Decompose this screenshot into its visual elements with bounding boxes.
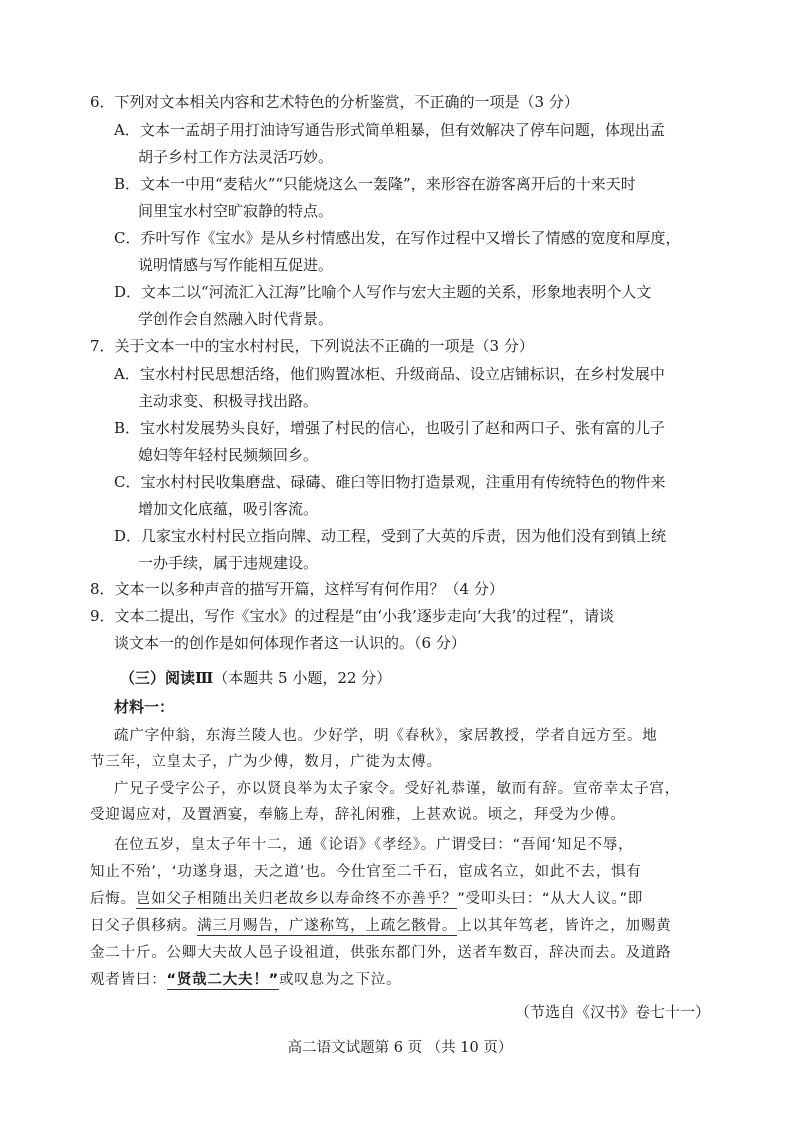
q6-stem: 6．下列对文本相关内容和艺术特色的分析鉴赏，不正确的一项是（3 分）	[90, 93, 579, 111]
q6-option-b: B．文本一中用“麦秸火”“只能烧这么一轰隆”，来形容在游客离开后的十来天时	[114, 175, 636, 193]
p3-line6-post: 或叹息为之下泣。	[278, 972, 402, 988]
p3-line3-post: ”受叩头曰：“从大人议。”即	[457, 891, 644, 907]
q7-option-a: A．宝水村村民思想活络，他们购置冰柜、升级商品、设立店铺标识，在乡村发展中	[114, 365, 665, 383]
translation-sentence-underlined: 岂如父子相随出关归老故乡以寿命终不亦善乎？	[135, 891, 458, 907]
q6-option-a: A．文本一孟胡子用打油诗写通告形式简单粗暴，但有效解决了停车问题，体现出孟	[114, 121, 665, 139]
q8-stem: 8．文本一以多种声音的描写开篇，这样写有何作用？（4 分）	[90, 580, 504, 598]
q9-stem-cont: 谈文本一的创作是如何体现作者这一认识的。（6 分）	[114, 634, 466, 652]
q7-option-b-cont: 媳妇等年轻村民频频回乡。	[138, 446, 319, 464]
section-subtitle: （本题共 5 小题，22 分）	[213, 669, 392, 687]
material-p3-line4	[90, 915, 671, 937]
material-p3-line3	[90, 888, 643, 910]
material-source: （节选自《汉书》卷七十一）	[514, 1003, 710, 1021]
material-p3-line6	[90, 969, 401, 991]
q7-stem: 7．关于文本一中的宝水村村民，下列说法不正确的一项是（3 分）	[90, 337, 534, 355]
material-p2-line1: 广兄子受字公子，亦以贤良举为太子家令。受好礼恭谨，敏而有辞。宣帝幸太子宫，	[114, 781, 681, 797]
analysis-sentence-underlined: 满三月赐告，广遂称笃，上疏乞骸骨。	[197, 918, 458, 934]
q6-option-b-cont: 间里宝水村空旷寂静的特点。	[138, 202, 334, 220]
material-label: 材料一：	[114, 698, 175, 716]
material-p3-line5: 金二十斤。公卿大夫故人邑子设祖道，供张东都门外，送者车数百，辞决而去。及道路	[90, 945, 672, 961]
p3-line4-post: 上以其年笃老，皆许之，加赐黄	[457, 918, 672, 934]
material-p1-line2: 节三年，立皇太子，广为少傅，数月，广徙为太傅。	[90, 754, 442, 770]
material-p3-line2: 知止不殆’，‘功遂身退，天之道’也。今仕官至二千石，宦成名立，如此不去，惧有	[90, 864, 642, 880]
q6-option-c-cont: 说明情感与写作能相互促进。	[138, 256, 334, 274]
q6-option-a-cont: 胡子乡村工作方法灵活巧妙。	[138, 148, 334, 166]
material-p3-line1: 在位五岁，皇太子年十二，通《论语》《孝经》。广谓受曰：“吾闻‘知足不辱，	[114, 837, 634, 853]
q7-option-d: D．几家宝水村村民立指向牌、动工程，受到了大英的斥责，因为他们没有到镇上统	[114, 527, 667, 545]
p3-line4-pre: 日父子俱移病。	[90, 918, 198, 934]
q7-option-c: C．宝水村村民收集磨盘、碌碡、碓臼等旧物打造景观，注重用有传统特色的物件来	[114, 473, 666, 491]
p3-line6-pre: 观者皆曰：	[90, 972, 167, 988]
q7-option-c-cont: 增加文化底蕴，吸引客流。	[138, 500, 319, 518]
q6-option-d: D．文本二以“河流汇入江海”比喻个人写作与宏大主题的关系，形象地表明个人文	[114, 283, 652, 301]
page-footer: 高二语文试题第 6 页 （共 10 页）	[287, 1040, 513, 1056]
q7-option-a-cont: 主动求变、积极寻找出路。	[138, 392, 319, 410]
q7-option-d-cont: 一办手续，属于违规建设。	[138, 554, 319, 572]
q9-stem: 9．文本二提出，写作《宝水》的过程是“由‘小我’逐步走向‘大我’的过程”，请谈	[90, 607, 614, 625]
material-p2-line2: 受迎谒应对，及置酒宴，奉觞上寿，辞礼闲雅，上甚欢说。顷之，拜受为少傅。	[90, 807, 626, 823]
material-p1-line1: 疏广字仲翁，东海兰陵人也。少好学，明《春秋》，家居教授，学者自远方至。地	[114, 728, 658, 744]
q7-option-b: B．宝水村发展势头良好，增强了村民的信心，也吸引了赵和两口子、张有富的儿子	[114, 419, 666, 437]
section-title: （三）阅读Ⅲ	[120, 669, 214, 687]
p3-line3-pre: 后悔。	[90, 891, 136, 907]
q6-option-d-cont: 学创作会自然融入时代背景。	[138, 310, 334, 328]
q6-option-c: C．乔叶写作《宝水》是从乡村情感出发，在写作过程中又增长了情感的宽度和厚度，	[114, 229, 681, 247]
emphasized-quote: “贤哉二大夫！”	[166, 972, 279, 988]
section-heading	[120, 667, 391, 689]
